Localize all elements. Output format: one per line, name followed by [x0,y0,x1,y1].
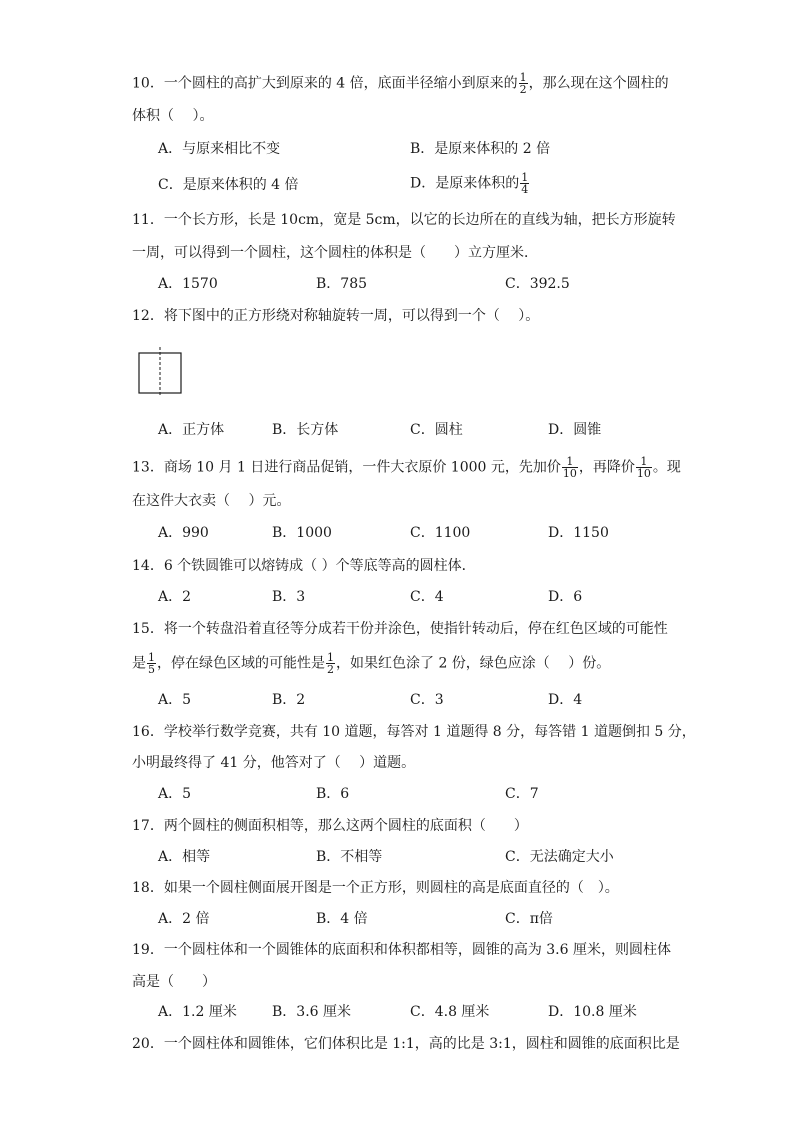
q15-fraction-2 [326,652,335,675]
q11-line1: 11．一个长方形，长是 10cm，宽是 5cm，以它的长边所在的直线为轴，把长方形旋转 [132,212,676,228]
frac-denominator: 5 [148,663,155,676]
square-with-axis-figure [138,347,182,395]
q17-option-b[interactable]: B．不相等 [316,849,383,865]
q11-option-a[interactable]: A．1570 [158,276,218,292]
q13-text: 13．商场 10 月 1 日进行商品促销，一件大衣原价 1000 元，先加价 [132,459,561,476]
q10-line2: 体积（ ）。 [132,108,214,124]
q17-option-a[interactable]: A．相等 [158,849,211,865]
q15-option-b[interactable]: B．2 [272,692,306,708]
q12-line1: 12．将下图中的正方形绕对称轴旋转一周，可以得到一个（ ）。 [132,308,540,324]
q13-fraction-1 [562,456,578,479]
q19-line1: 19．一个圆柱体和一个圆锥体的底面积和体积都相等，圆锥的高为 3.6 厘米，则圆柱体 [132,942,671,958]
q15-option-d[interactable]: D．4 [548,692,583,708]
q15-text-end: ，如果红色涂了 2 份，绿色应涂（ ）份。 [336,655,611,672]
q13-line2: 在这件大衣卖（ ）元。 [132,493,291,509]
q14-option-d[interactable]: D．6 [548,589,583,605]
q12-option-c[interactable]: C．圆柱 [410,422,463,438]
q10-option-d[interactable] [410,172,530,195]
q10-fraction [519,72,528,95]
q15-text-mid: ，停在绿色区域的可能性是 [157,655,325,672]
q20-line1: 20．一个圆柱体和圆锥体，它们体积比是 1:1，高的比是 3:1，圆柱和圆锥的底面积比是 [132,1036,680,1052]
q19-option-c[interactable]: C．4.8 厘米 [410,1004,490,1020]
q17-option-c[interactable]: C．无法确定大小 [505,849,614,865]
q14-line1: 14．6 个铁圆锥可以熔铸成（ ）个等底等高的圆柱体． [132,558,476,574]
q11-option-b[interactable]: B．785 [316,276,368,292]
q15-option-c[interactable]: C．3 [410,692,444,708]
q10-text: 10．一个圆柱的高扩大到原来的 4 倍，底面半径缩小到原来的 [132,75,518,92]
q19-option-a[interactable]: A．1.2 厘米 [158,1004,237,1020]
q11-option-c[interactable]: C．392.5 [505,276,570,292]
q19-line2: 高是（ ） [132,974,216,990]
q10-text-end: ，那么现在这个圆柱的 [528,75,669,92]
q13-line1 [132,456,681,479]
q10-option-a[interactable]: A．与原来相比不变 [158,141,281,157]
q15-line1: 15．将一个转盘沿着直径等分成若干份并涂色，使指针转动后，停在红色区域的可能性 [132,621,668,637]
q10-option-c[interactable]: C．是原来体积的 4 倍 [158,177,299,193]
q10-option-d-fraction [520,172,529,195]
frac-denominator: 10 [636,467,651,480]
q14-option-a[interactable]: A．2 [158,589,192,605]
q10-option-d-text: D．是原来体积的 [410,175,520,192]
frac-numerator: 1 [636,456,652,468]
q11-line2: 一周，可以得到一个圆柱，这个圆柱的体积是（ ）立方厘米． [132,245,538,261]
q13-option-c[interactable]: C．1100 [410,525,471,541]
frac-numerator: 1 [519,71,527,84]
q15-text: 是 [132,655,146,672]
q16-option-b[interactable]: B．6 [316,786,350,802]
frac-numerator: 1 [148,651,155,664]
q12-option-a[interactable]: A．正方体 [158,422,225,438]
q13-option-b[interactable]: B．1000 [272,525,332,541]
q18-option-a[interactable]: A．2 倍 [158,911,210,927]
q19-option-b[interactable]: B．3.6 厘米 [272,1004,352,1020]
q10-line1 [132,72,669,95]
q13-option-a[interactable]: A．990 [158,525,209,541]
q19-option-d[interactable]: D．10.8 厘米 [548,1004,637,1020]
frac-denominator: 2 [519,83,527,96]
q18-option-b[interactable]: B．4 倍 [316,911,368,927]
q16-option-c[interactable]: C．7 [505,786,539,802]
q15-line2 [132,652,610,675]
frac-numerator: 1 [562,456,578,468]
q18-option-c[interactable]: C．π倍 [505,911,553,927]
q15-option-a[interactable]: A．5 [158,692,192,708]
q13-fraction-2 [636,456,652,479]
q15-fraction-1 [147,652,156,675]
q13-option-d[interactable]: D．1150 [548,525,609,541]
q17-line1: 17．两个圆柱的侧面积相等，那么这两个圆柱的底面积（ ） [132,818,528,834]
q13-text-end: 。现 [652,459,681,476]
frac-numerator: 1 [521,171,529,184]
q12-option-d[interactable]: D．圆锥 [548,422,602,438]
q13-text-mid: ，再降价 [578,459,635,476]
q16-line2: 小明最终得了 41 分，他答对了（ ）道题。 [132,755,416,771]
frac-denominator: 10 [562,467,577,480]
q10-option-b[interactable]: B．是原来体积的 2 倍 [410,141,551,157]
q12-option-b[interactable]: B．长方体 [272,422,339,438]
frac-denominator: 4 [521,183,529,196]
frac-denominator: 2 [327,663,334,676]
q16-line1: 16．学校举行数学竞赛，共有 10 道题，每答对 1 道题得 8 分，每答错 1 道题倒扣 5 分， [132,724,696,740]
q14-option-b[interactable]: B．3 [272,589,306,605]
q14-option-c[interactable]: C．4 [410,589,444,605]
q18-line1: 18．如果一个圆柱侧面展开图是一个正方形，则圆柱的高是底面直径的（ ）。 [132,880,619,896]
q16-option-a[interactable]: A．5 [158,786,192,802]
frac-numerator: 1 [327,651,334,664]
